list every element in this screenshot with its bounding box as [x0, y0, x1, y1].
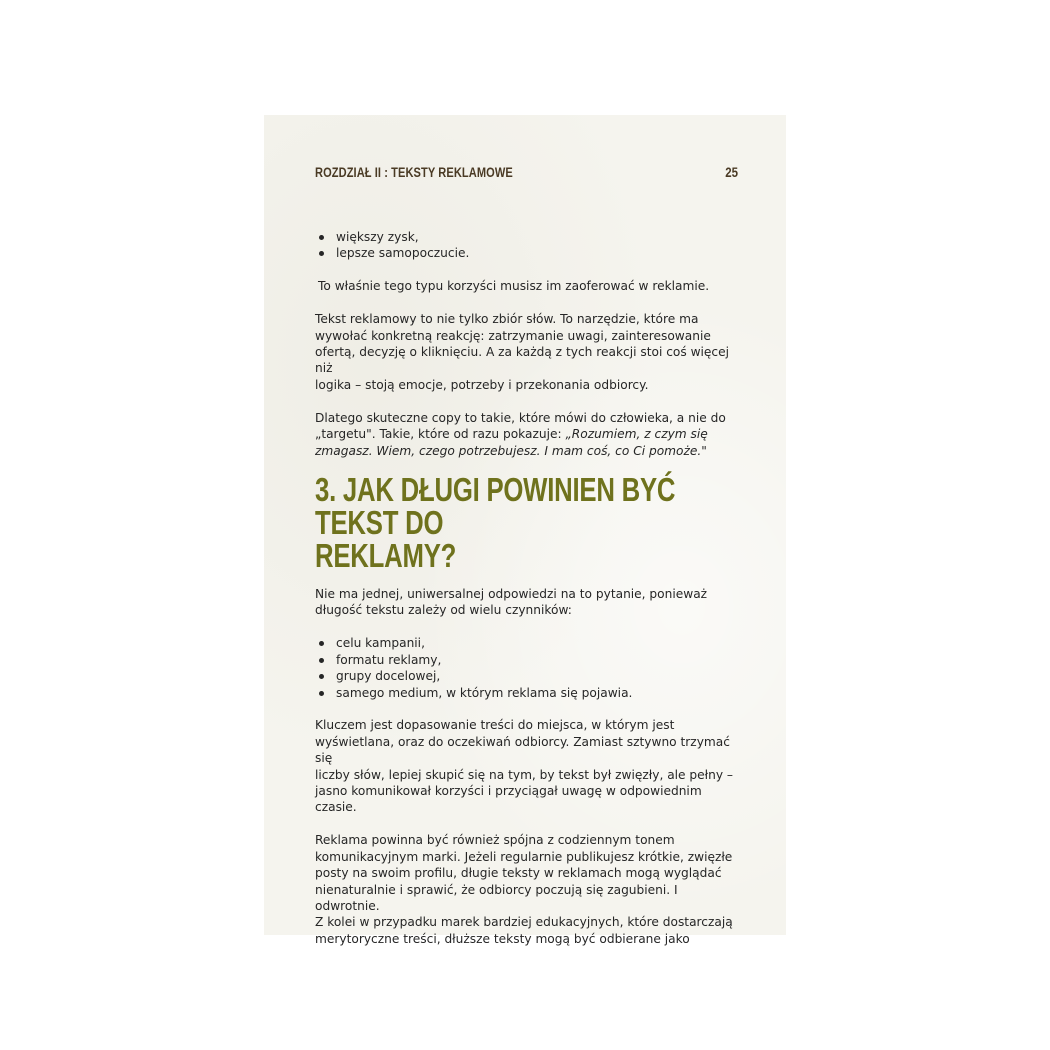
page-number: 25: [725, 165, 738, 180]
paragraph-line: Kluczem jest dopasowanie treści do miejsca, w którym jest: [315, 718, 675, 733]
paragraph-line: Tekst reklamowy to nie tylko zbiór słów. To narzędzie, które ma: [315, 312, 699, 327]
paragraph-benefits: To właśnie tego typu korzyści musisz im zaoferować w reklamie.: [318, 279, 710, 294]
paragraph-key: [315, 717, 735, 815]
paragraph-line: liczby słów, lepiej skupić się na tym, by tekst był zwięzły, ale pełny –: [315, 767, 734, 782]
quote-text: zmagasz. Wiem, czego potrzebujesz. I mam coś, co Ci pomoże.": [315, 443, 707, 458]
paragraph-line: ofertą, decyzję o kliknięciu. A za każdą z tych reakcji stoi coś więcej niż: [315, 345, 730, 376]
paragraph-line: wywołać konkretną reakcję: zatrzymanie uwagi, zainteresowanie: [315, 328, 711, 343]
paragraph-line: posty na swoim profilu, długie teksty w reklamach mogą wyglądać: [315, 866, 722, 881]
paragraph-line: [315, 443, 735, 459]
list-item: lepsze samopoczucie.: [315, 245, 735, 261]
list-item: samego medium, w którym reklama się pojawia.: [315, 685, 735, 701]
paragraph-line: wyświetlana, oraz do oczekiwań odbiorcy. Zamiast sztywno trzymać się: [315, 734, 730, 766]
paragraph-line: Z kolei w przypadku marek bardziej edukacyjnych, które dostarczają: [315, 915, 733, 930]
list-item: większy zysk,: [315, 229, 735, 245]
list-item: celu kampanii,: [315, 635, 735, 651]
paragraph-line: długość tekstu zależy od wielu czynników:: [315, 603, 572, 618]
paragraph-effective-copy: [315, 410, 735, 459]
paragraph-line: Nie ma jednej, uniwersalnej odpowiedzi na to pytanie, ponieważ: [315, 586, 708, 601]
paragraph-line: Dlatego skuteczne copy to takie, które mówi do człowieka, a nie do: [315, 410, 726, 425]
section-heading: [315, 470, 736, 574]
paragraph-brand-tone: [315, 832, 735, 947]
paragraph-line: komunikacyjnym marki. Jeżeli regularnie publikujesz krótkie, zwięzłe: [315, 849, 733, 864]
heading-line: REKLAMY?: [315, 536, 457, 574]
paragraph-line: logika – stoją emocje, potrzeby i przekonania odbiorcy.: [315, 377, 649, 392]
paragraph-intro: [315, 586, 735, 619]
paragraph-line: jasno komunikował korzyści i przyciągał uwagę w odpowiednim czasie.: [315, 784, 702, 815]
bullet-list-factors: [315, 635, 735, 701]
heading-line: 3. JAK DŁUGI POWINIEN BYĆ TEKST DO: [315, 470, 676, 541]
page-content: [315, 229, 735, 947]
list-item: formatu reklamy,: [315, 652, 735, 668]
paragraph-line: [315, 426, 735, 442]
book-page: [264, 115, 786, 946]
quote-text: „Rozumiem, z czym się: [565, 427, 708, 442]
paragraph-text: „targetu". Takie, które od razu pokazuje:: [315, 427, 566, 442]
running-title: ROZDZIAŁ II : TEKSTY REKLAMOWE: [315, 165, 513, 180]
paragraph-line: merytoryczne treści, dłuższe teksty mogą być odbierane jako: [315, 931, 690, 946]
paragraph-line: Reklama powinna być również spójna z codziennym tonem: [315, 833, 675, 848]
bullet-list-benefits: [315, 229, 735, 262]
list-item: grupy docelowej,: [315, 668, 735, 684]
paragraph-line: nienaturalnie i sprawić, że odbiorcy poczują się zagubieni. I odwrotnie.: [315, 882, 678, 913]
paragraph-ad-text: [315, 311, 735, 393]
